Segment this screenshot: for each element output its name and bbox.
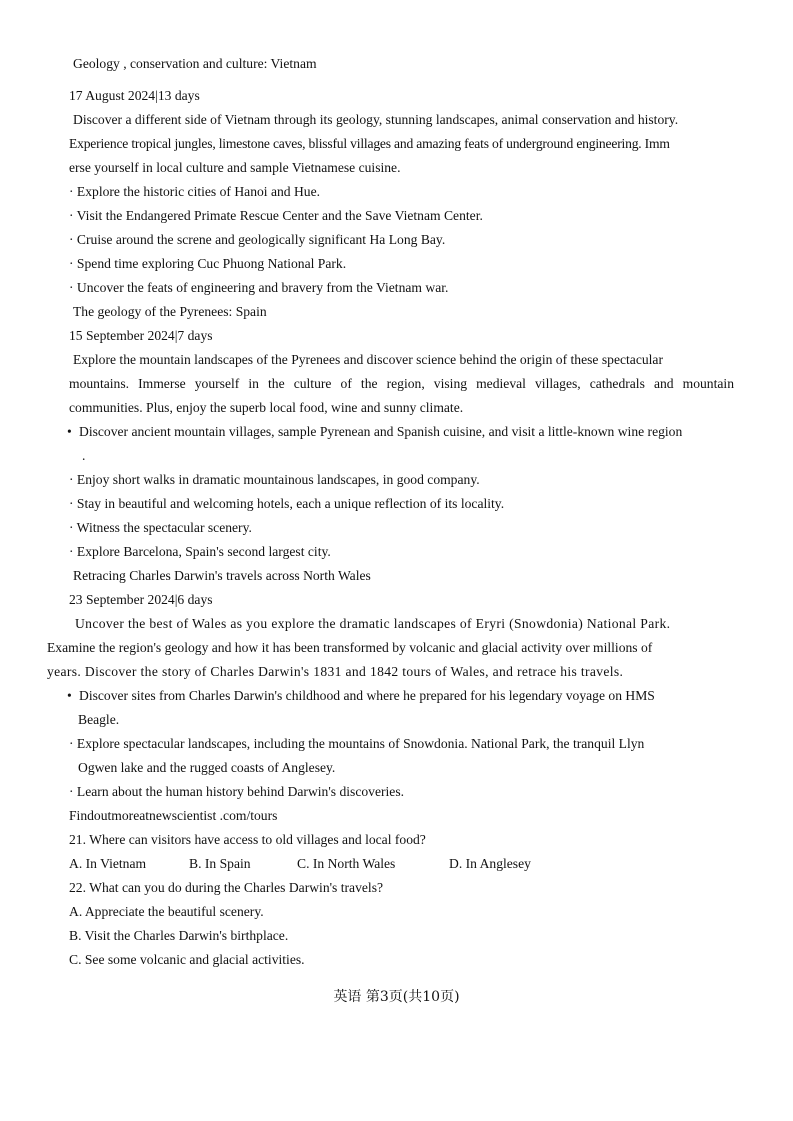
tour-pyrenees-date: 15 September 2024|7 days: [69, 328, 213, 343]
tour-vietnam-description-line: Discover a different side of Vietnam through its geology, stunning landscapes, animal conservation and history.: [73, 112, 679, 127]
bullet-icon: •: [67, 424, 72, 439]
source-note: Findoutmoreatnewscientist .com/tours: [69, 808, 278, 823]
tour-wales-highlight: Discover sites from Charles Darwin's childhood and where he prepared for his legendary voyage on HMS: [79, 688, 655, 703]
tour-pyrenees-title: The geology of the Pyrenees: Spain: [73, 304, 267, 319]
question-22: 22. What can you do during the Charles Darwin's travels?: [69, 880, 384, 895]
tour-pyrenees-highlight-continued: .: [82, 448, 86, 463]
tour-pyrenees-highlight: · Enjoy short walks in dramatic mountainous landscapes, in good company.: [69, 472, 480, 487]
tour-wales-highlight-continued: Ogwen lake and the rugged coasts of Anglesey.: [78, 760, 336, 775]
tour-wales-highlight: · Learn about the human history behind Darwin's discoveries.: [69, 784, 405, 799]
tour-vietnam-highlight: · Cruise around the screne and geologically significant Ha Long Bay.: [69, 232, 446, 247]
tour-vietnam-description-line: Experience tropical jungles, limestone caves, blissful villages and amazing feats of underground engineering. Imm: [69, 136, 670, 151]
tour-vietnam-title: Geology , conservation and culture: Vietnam: [73, 56, 317, 71]
option-c: C. In North Wales: [297, 856, 396, 871]
question-22-option-b: B. Visit the Charles Darwin's birthplace.: [69, 928, 289, 943]
tour-pyrenees-description-line: Explore the mountain landscapes of the Pyrenees and discover science behind the origin of these spectacular: [73, 352, 663, 367]
tour-wales-description-line: Uncover the best of Wales as you explore the dramatic landscapes of Eryri (Snowdonia) National Park.: [75, 616, 671, 631]
tour-wales-date: 23 September 2024|6 days: [69, 592, 213, 607]
option-b: B. In Spain: [189, 856, 251, 871]
tour-vietnam-highlight: · Explore the historic cities of Hanoi and Hue.: [69, 184, 321, 199]
option-a: A. In Vietnam: [69, 856, 147, 871]
tour-pyrenees-highlight: · Explore Barcelona, Spain's second largest city.: [69, 544, 331, 559]
tour-wales-description-line: Examine the region's geology and how it has been transformed by volcanic and glacial activity over millions of: [47, 640, 653, 655]
question-21-options: [69, 852, 589, 876]
question-22-option-a: A. Appreciate the beautiful scenery.: [69, 904, 264, 919]
page-footer: 英语 第3页(共10页): [333, 989, 460, 1005]
tour-wales-highlight-continued: Beagle.: [78, 712, 120, 727]
question-22-option-c: C. See some volcanic and glacial activities.: [69, 952, 305, 967]
tour-vietnam-highlight: · Visit the Endangered Primate Rescue Center and the Save Vietnam Center.: [69, 208, 483, 223]
tour-pyrenees-highlight: · Witness the spectacular scenery.: [69, 520, 252, 535]
bullet-icon: •: [67, 688, 72, 703]
tour-pyrenees-highlight: Discover ancient mountain villages, sample Pyrenean and Spanish cuisine, and visit a little-known wine region: [79, 424, 683, 439]
tour-pyrenees-highlight: · Stay in beautiful and welcoming hotels, each a unique reflection of its locality.: [69, 496, 505, 511]
tour-wales-title: Retracing Charles Darwin's travels across North Wales: [73, 568, 371, 583]
tour-vietnam-highlight: · Spend time exploring Cuc Phuong National Park.: [69, 256, 347, 271]
tour-pyrenees-description-line: communities. Plus, enjoy the superb local food, wine and sunny climate.: [69, 400, 464, 415]
question-21: 21. Where can visitors have access to old villages and local food?: [69, 832, 426, 847]
tour-vietnam-description-line: erse yourself in local culture and sample Vietnamese cuisine.: [69, 160, 401, 175]
option-d: D. In Anglesey: [449, 856, 531, 871]
tour-vietnam-highlight: · Uncover the feats of engineering and bravery from the Vietnam war.: [69, 280, 449, 295]
tour-wales-highlight: · Explore spectacular landscapes, including the mountains of Snowdonia. National Park, the tranquil Llyn: [69, 736, 645, 751]
tour-wales-description-line: years. Discover the story of Charles Darwin's 1831 and 1842 tours of Wales, and retrace his travels.: [47, 664, 624, 679]
tour-pyrenees-description-line: mountains. Immerse yourself in the culture of the region, vising medieval villages, cathedrals and mountain: [69, 376, 734, 391]
tour-vietnam-date: 17 August 2024|13 days: [69, 88, 200, 103]
